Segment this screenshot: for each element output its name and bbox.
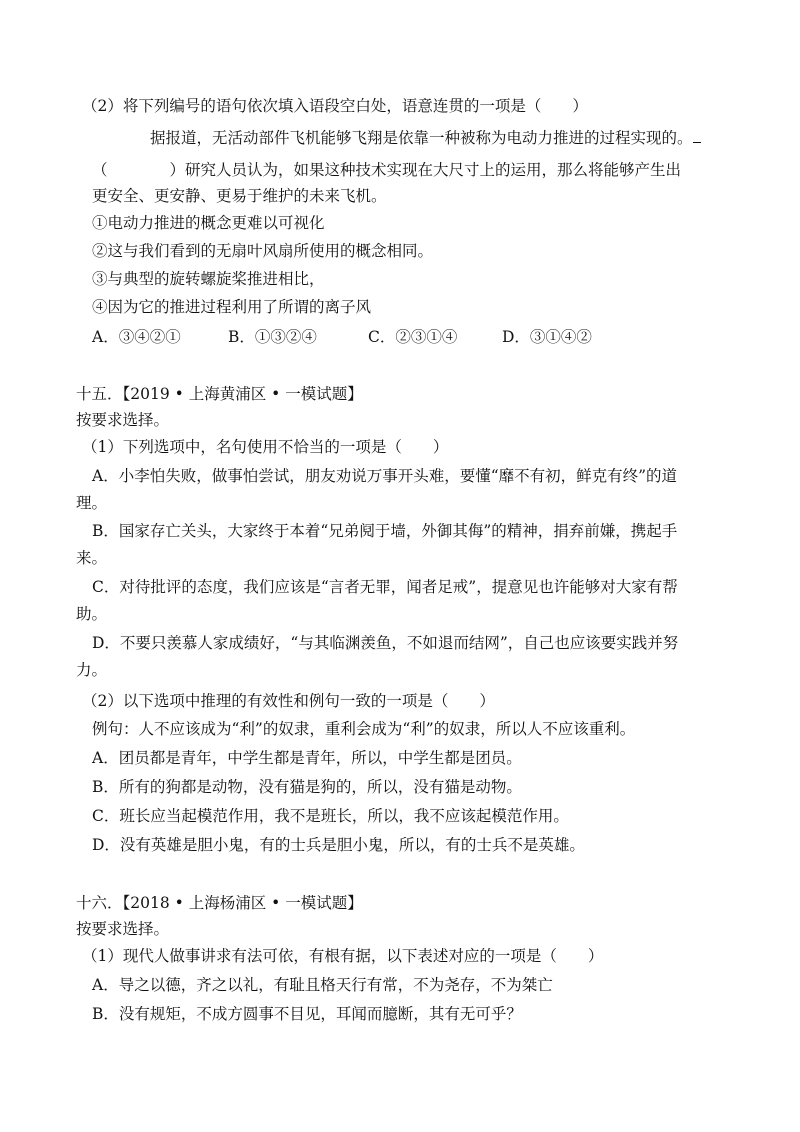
q16-instruction: 按要求选择。 bbox=[76, 920, 170, 938]
q15-option-line: 来。 bbox=[76, 549, 108, 567]
q15-part2-option: B．所有的狗都是动物，没有猫是狗的，所以，没有猫是动物。 bbox=[92, 778, 522, 796]
q15-instruction: 按要求选择。 bbox=[76, 411, 170, 429]
q15-option-line: D．不要只羡慕人家成绩好，“与其临渊羡鱼，不如退而结网”，自己也应该要实践并努 bbox=[92, 634, 679, 652]
q15-heading: 十五．【2019 • 上海黄浦区 • 一模试题】 bbox=[76, 385, 363, 403]
q16-part1-stem: （1）现代人做事讲求有法可依，有根有据，以下表述对应的一项是（ ） bbox=[82, 947, 604, 965]
q14-sentence: ①电动力推进的概念更难以可视化 bbox=[92, 214, 325, 232]
q14-passage-line: 更安全、更安静、更易于维护的未来飞机。 bbox=[92, 187, 387, 205]
q14-passage-text: 据报道，无活动部件飞机能够飞翔是依靠一种被称为电动力推进的过程实现的。 bbox=[150, 129, 693, 147]
q16-part1-option: A．导之以德，齐之以礼，有耻且格天行有常，不为尧存，不为桀亡 bbox=[92, 976, 553, 994]
q14-part2-stem: （2）将下列编号的语句依次填入语段空白处，语意连贯的一项是（ ） bbox=[82, 97, 588, 115]
q14-option: D．③①④② bbox=[502, 328, 592, 346]
q14-sentence: ④因为它的推进过程利用了所谓的离子风 bbox=[92, 298, 372, 316]
q15-option-line: A．小李怕失败，做事怕尝试，朋友劝说万事开头难，要懂“靡不有初，鲜克有终”的道 bbox=[92, 467, 678, 485]
q15-example: 例句：人不应该成为“利”的奴隶，重利会成为“利”的奴隶，所以人不应该重利。 bbox=[92, 720, 636, 738]
q15-option-line: B．国家存亡关头，大家终于本着“兄弟阋于墙，外御其侮”的精神，捐弃前嫌，携起手 bbox=[92, 522, 678, 540]
q15-part2-stem: （2）以下选项中推理的有效性和例句一致的一项是（ ） bbox=[82, 692, 495, 710]
q15-option-line: C．对待批评的态度，我们应该是“言者无罪，闻者足戒”，提意见也许能够对大家有帮 bbox=[92, 578, 678, 596]
q15-part2-option: C．班长应当起模范作用，我不是班长，所以，我不应该起模范作用。 bbox=[92, 807, 569, 825]
q15-part1-stem: （1）下列选项中，名句使用不恰当的一项是（ ） bbox=[82, 438, 449, 456]
q14-option: B．①③②④ bbox=[228, 328, 317, 346]
q14-sentence: ③与典型的旋转螺旋桨推进相比， bbox=[92, 270, 325, 288]
q14-option: A．③④②① bbox=[92, 328, 181, 346]
q14-passage-line bbox=[150, 127, 701, 149]
fill-blank bbox=[693, 128, 701, 143]
q15-option-line: 助。 bbox=[76, 605, 108, 623]
q16-part1-option: B．没有规矩，不成方圆事不目见，耳闻而臆断，其有无可乎？ bbox=[92, 1005, 522, 1023]
q15-option-line: 理。 bbox=[76, 494, 108, 512]
q15-part2-option: A．团员都是青年，中学生都是青年，所以，中学生都是团员。 bbox=[92, 749, 522, 767]
q14-passage-line: （ ）研究人员认为，如果这种技术实现在大尺寸上的运用，那么将能够产生出 bbox=[92, 161, 682, 179]
q15-part2-option: D．没有英雄是胆小鬼，有的士兵是胆小鬼，所以，有的士兵不是英雄。 bbox=[92, 836, 585, 854]
q14-option: C．②③①④ bbox=[368, 328, 458, 346]
q15-option-line: 力。 bbox=[76, 661, 108, 679]
q16-heading: 十六．【2018 • 上海杨浦区 • 一模试题】 bbox=[76, 894, 363, 912]
q14-sentence: ②这与我们看到的无扇叶风扇所使用的概念相同。 bbox=[92, 242, 434, 260]
